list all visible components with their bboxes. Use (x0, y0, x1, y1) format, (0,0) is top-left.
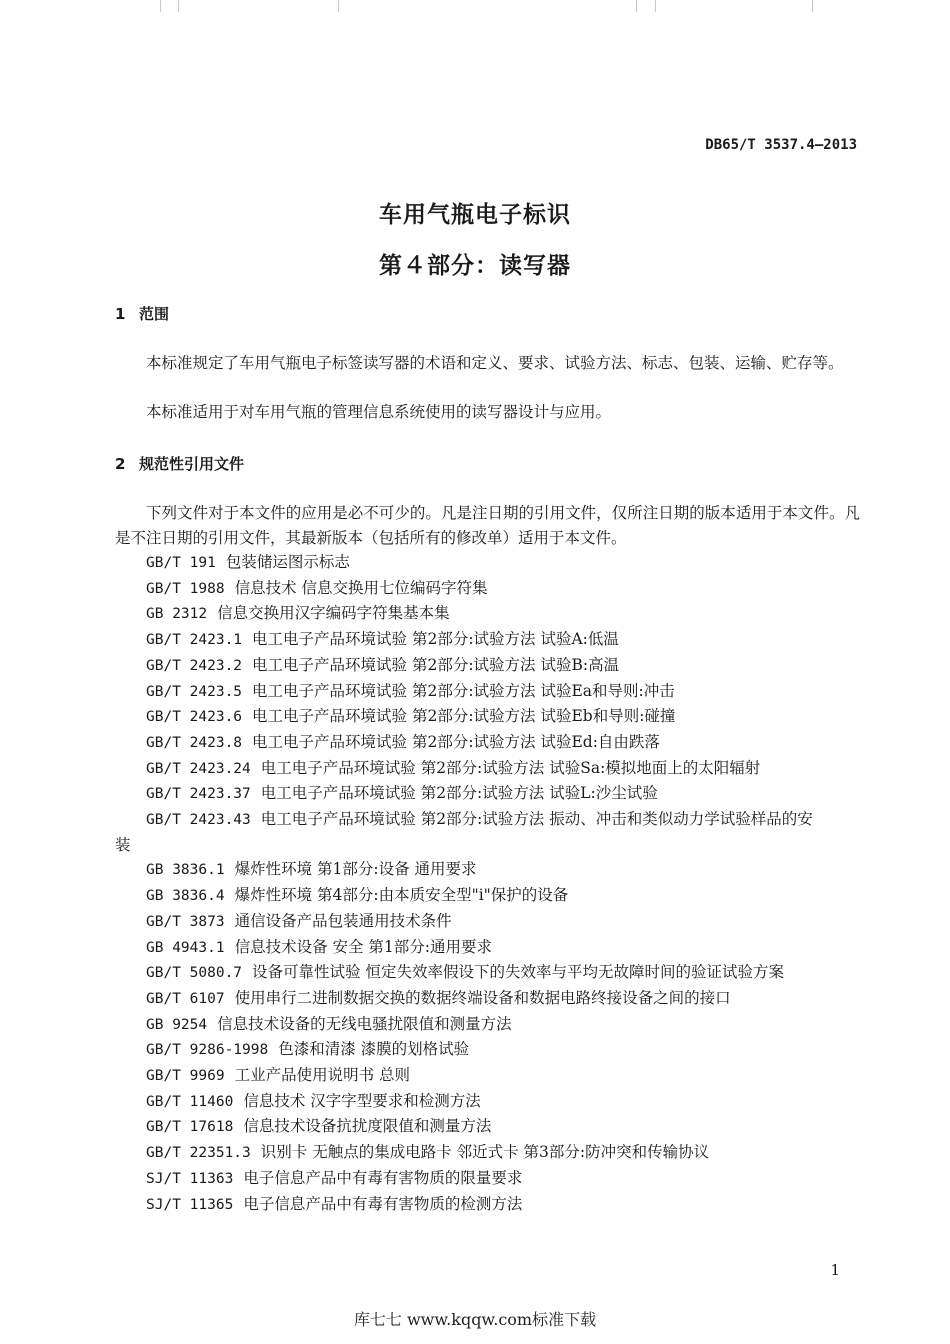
reference-item (115, 1089, 865, 1115)
reference-title: 色漆和清漆 漆膜的划格试验 (278, 1040, 470, 1059)
reference-item (115, 807, 865, 857)
reference-item (115, 730, 865, 756)
reference-code: GB/T 2423.37 (146, 786, 251, 803)
reference-code: GB/T 2423.24 (146, 760, 251, 777)
reference-code: GB/T 2423.6 (146, 709, 243, 726)
reference-item (115, 857, 865, 883)
page-number: 1 (830, 1261, 840, 1279)
reference-item (115, 781, 865, 807)
reference-item (115, 627, 865, 653)
reference-title: 电子信息产品中有毒有害物质的检测方法 (243, 1194, 523, 1213)
reference-title: 信息技术设备 安全 第1部分:通用要求 (234, 937, 493, 956)
reference-item (115, 679, 865, 705)
section-heading-normative-references (115, 453, 244, 474)
reference-title: 使用串行二进制数据交换的数据终端设备和数据电路终接设备之间的接口 (234, 988, 731, 1007)
scan-mark (178, 0, 179, 12)
reference-item (115, 756, 865, 782)
reference-title: 设备可靠性试验 恒定失效率假设下的失效率与平均无故障时间的验证试验方案 (252, 963, 784, 982)
reference-item (115, 1192, 865, 1218)
reference-code: GB/T 22351.3 (146, 1145, 251, 1162)
reference-code: GB/T 3873 (146, 913, 225, 930)
reference-title: 电工电子产品环境试验 第2部分:试验方法 试验Eb和导则:碰撞 (252, 707, 676, 726)
reference-code: GB/T 9286-1998 (146, 1042, 269, 1059)
reference-item (115, 935, 865, 961)
reference-title: 电工电子产品环境试验 第2部分:试验方法 试验Ed:自由跌落 (252, 732, 660, 751)
reference-title: 识别卡 无触点的集成电路卡 邻近式卡 第3部分:防冲突和传输协议 (260, 1143, 710, 1162)
standard-code: DB65/T 3537.4—2013 (705, 137, 857, 153)
reference-title: 电工电子产品环境试验 第2部分:试验方法 试验Sa:模拟地面上的太阳辐射 (260, 758, 761, 777)
document-title: 车用气瓶电子标识 (379, 202, 571, 228)
reference-title: 电工电子产品环境试验 第2部分:试验方法 试验Ea和导则:冲击 (252, 681, 675, 700)
paragraph: 本标准适用于对车用气瓶的管理信息系统使用的读写器设计与应用。 (146, 403, 612, 421)
reference-code: GB/T 5080.7 (146, 965, 243, 982)
reference-title: 信息交换用汉字编码字符集基本集 (217, 604, 450, 623)
reference-code: GB/T 2423.5 (146, 683, 243, 700)
reference-title: 信息技术设备的无线电骚扰限值和测量方法 (217, 1014, 512, 1033)
reference-code: GB/T 2423.1 (146, 632, 243, 649)
reference-item (115, 601, 865, 627)
reference-title: 信息技术 汉字字型要求和检测方法 (243, 1091, 481, 1110)
section-title: 范围 (139, 305, 170, 323)
reference-title: 爆炸性环境 第1部分:设备 通用要求 (234, 860, 477, 879)
reference-code: GB 9254 (146, 1016, 208, 1033)
reference-title: 包装储运图示标志 (225, 553, 350, 571)
scan-mark (655, 0, 656, 12)
scan-mark (812, 0, 813, 12)
reference-item (115, 909, 865, 935)
reference-title: 电工电子产品环境试验 第2部分:试验方法 试验B:高温 (252, 655, 620, 674)
reference-item (115, 883, 865, 909)
reference-title: 信息技术 信息交换用七位编码字符集 (234, 578, 488, 597)
scan-mark (636, 0, 637, 12)
section-number: 2 (115, 455, 126, 473)
document-subtitle: 第４部分：读写器 (379, 253, 571, 279)
section-title: 规范性引用文件 (139, 455, 245, 473)
reference-title: 电工电子产品环境试验 第2部分:试验方法 振动、冲击和类似动力学试验样品的安 (260, 810, 813, 829)
section-heading-scope (115, 303, 169, 324)
paragraph: 本标准规定了车用气瓶电子标签读写器的术语和定义、要求、试验方法、标志、包装、运输、贮存等。 (146, 354, 844, 372)
scan-mark (338, 0, 339, 12)
reference-code: GB/T 2423.8 (146, 734, 243, 751)
reference-code: GB/T 6107 (146, 990, 225, 1007)
reference-code: GB 2312 (146, 606, 208, 623)
reference-item (115, 1063, 865, 1089)
reference-code: GB/T 2423.43 (146, 812, 251, 829)
reference-code: GB/T 2423.2 (146, 657, 243, 674)
reference-code: GB/T 11460 (146, 1093, 234, 1110)
reference-code: SJ/T 11363 (146, 1170, 234, 1187)
reference-title: 爆炸性环境 第4部分:由本质安全型"i"保护的设备 (234, 886, 569, 905)
reference-title: 信息技术设备抗扰度限值和测量方法 (243, 1117, 492, 1136)
scan-mark (160, 0, 161, 12)
reference-code: GB/T 9969 (146, 1068, 225, 1085)
reference-code: GB 4943.1 (146, 939, 225, 956)
section-number: 1 (115, 305, 126, 323)
reference-code: GB 3836.4 (146, 888, 225, 905)
reference-code: GB/T 17618 (146, 1119, 234, 1136)
reference-item (115, 986, 865, 1012)
reference-code: GB/T 191 (146, 555, 216, 571)
reference-title: 通信设备产品包装通用技术条件 (234, 911, 452, 930)
reference-item (115, 653, 865, 679)
footer-watermark: 库七七 www.kqqw.com标准下载 (353, 1310, 597, 1329)
reference-code: GB/T 1988 (146, 580, 225, 597)
reference-item (115, 960, 865, 986)
reference-item (115, 576, 865, 602)
reference-code: GB 3836.1 (146, 862, 225, 879)
reference-title: 工业产品使用说明书 总则 (234, 1066, 411, 1085)
reference-title: 电工电子产品环境试验 第2部分:试验方法 试验L:沙尘试验 (260, 784, 658, 803)
paragraph: 下列文件对于本文件的应用是必不可少的。凡是注日期的引用文件，仅所注日期的版本适用于本文件。凡是不注日期的引用文件，其最新版本（包括所有的修改单）适用于本文件。 (115, 504, 860, 547)
reference-item (115, 1037, 865, 1063)
reference-title: 电工电子产品环境试验 第2部分:试验方法 试验A:低温 (252, 630, 619, 649)
reference-item (115, 550, 865, 576)
reference-item (115, 1166, 865, 1192)
reference-item (115, 704, 865, 730)
reference-item (115, 1140, 865, 1166)
reference-item (115, 1114, 865, 1140)
reference-list (115, 550, 865, 1217)
reference-title-continuation: 装 (115, 835, 131, 854)
reference-item (115, 1012, 865, 1038)
reference-code: SJ/T 11365 (146, 1196, 234, 1213)
reference-title: 电子信息产品中有毒有害物质的限量要求 (243, 1168, 523, 1187)
